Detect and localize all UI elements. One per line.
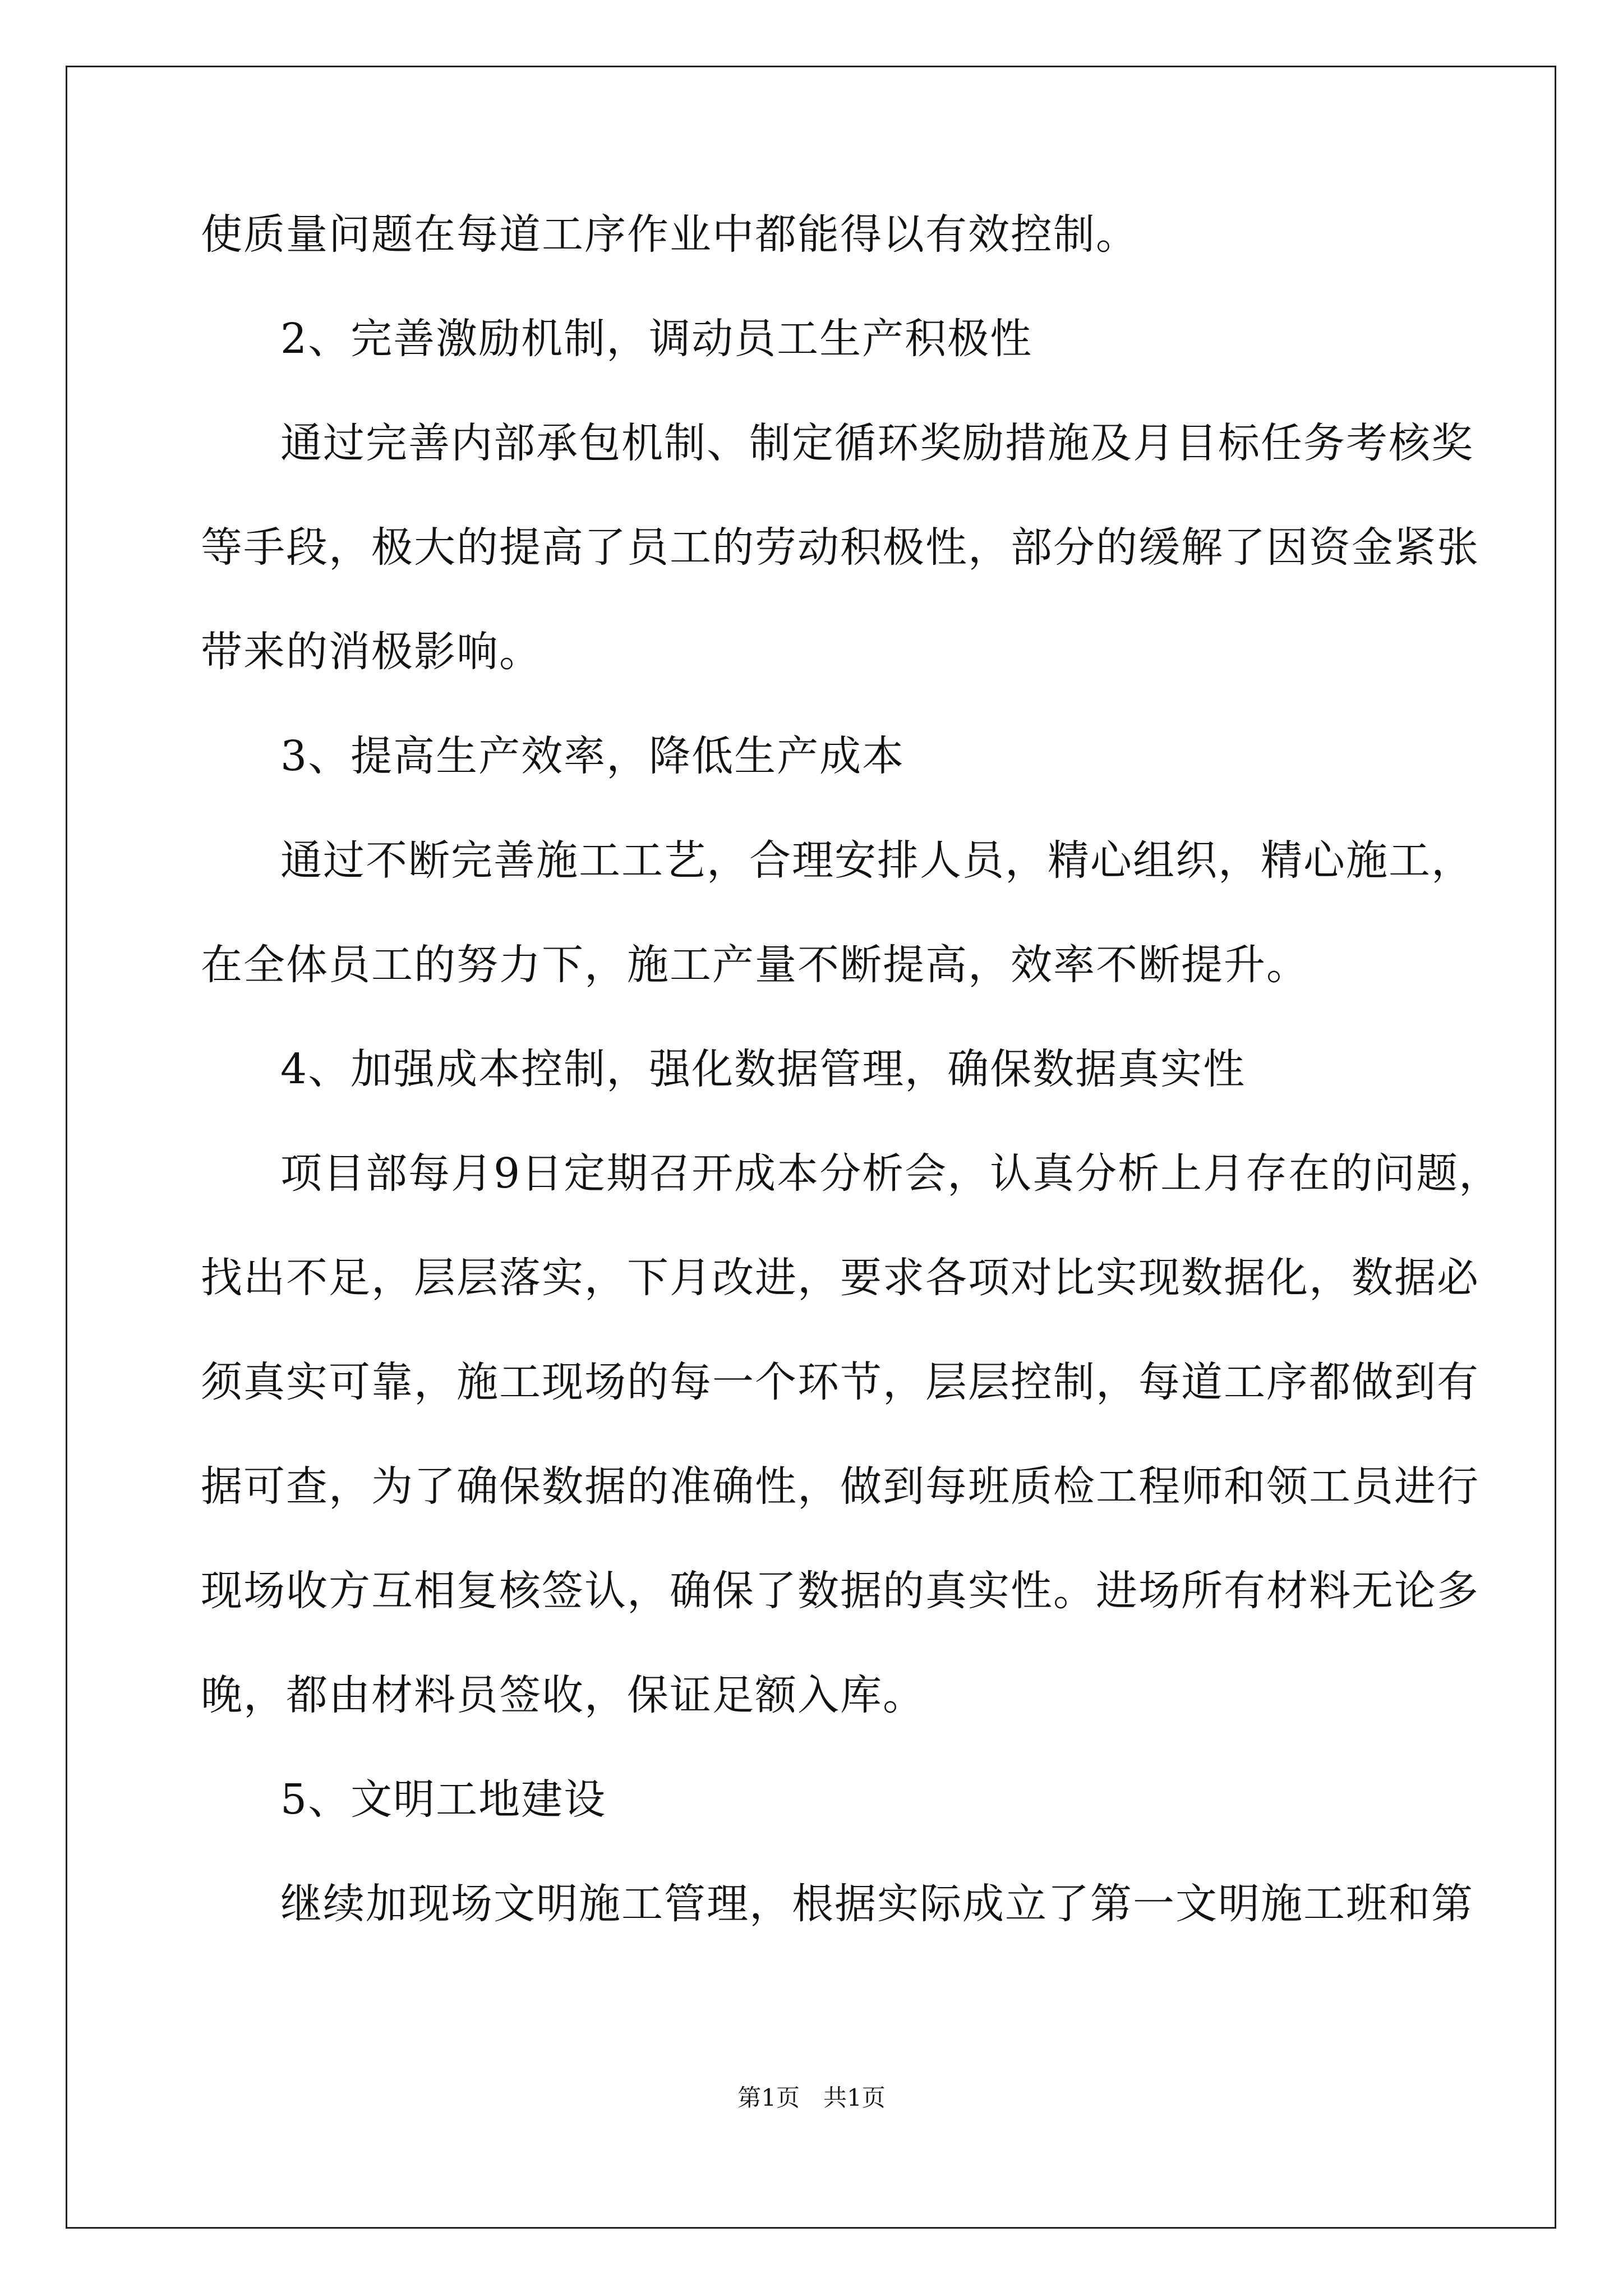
text-line: 在全体员工的努力下，施工产量不断提高，效率不断提升。 xyxy=(201,941,1309,989)
section-heading: 5、文明工地建设 xyxy=(280,1775,607,1824)
text-line: 找出不足，层层落实，下月改进，要求各项对比实现数据化，数据必 xyxy=(201,1254,1479,1302)
text-line: 继续加现场文明施工管理，根据实际成立了第一文明施工班和第 xyxy=(280,1880,1474,1928)
text-line: 现场收方互相复核签认，确保了数据的真实性。进场所有材料无论多 xyxy=(201,1567,1479,1615)
page-footer: 第1页 共1页 xyxy=(737,2084,886,2111)
text-line: 通过完善内部承包机制、制定循环奖励措施及月目标任务考核奖 xyxy=(280,419,1474,467)
text-line: 使质量问题在每道工序作业中都能得以有效控制。 xyxy=(201,210,1138,259)
text-line: 据可查，为了确保数据的准确性，做到每班质检工程师和领工员进行 xyxy=(201,1462,1479,1511)
section-heading: 3、提高生产效率，降低生产成本 xyxy=(280,732,905,780)
text-line: 带来的消极影响。 xyxy=(201,628,542,676)
section-heading: 4、加强成本控制，强化数据管理，确保数据真实性 xyxy=(280,1045,1246,1093)
text-line: 等手段，极大的提高了员工的劳动积极性，部分的缓解了因资金紧张 xyxy=(201,523,1479,572)
text-line: 项目部每月9日定期召开成本分析会，认真分析上月存在的问题， xyxy=(280,1149,1502,1198)
text-line: 通过不断完善施工工艺，合理安排人员，精心组织，精心施工， xyxy=(280,836,1474,885)
section-heading: 2、完善激励机制，调动员工生产积极性 xyxy=(280,315,1033,363)
text-line: 须真实可靠，施工现场的每一个环节，层层控制，每道工序都做到有 xyxy=(201,1358,1479,1406)
document-body xyxy=(201,208,1502,1981)
text-line: 晚，都由材料员签收，保证足额入库。 xyxy=(201,1671,925,1719)
